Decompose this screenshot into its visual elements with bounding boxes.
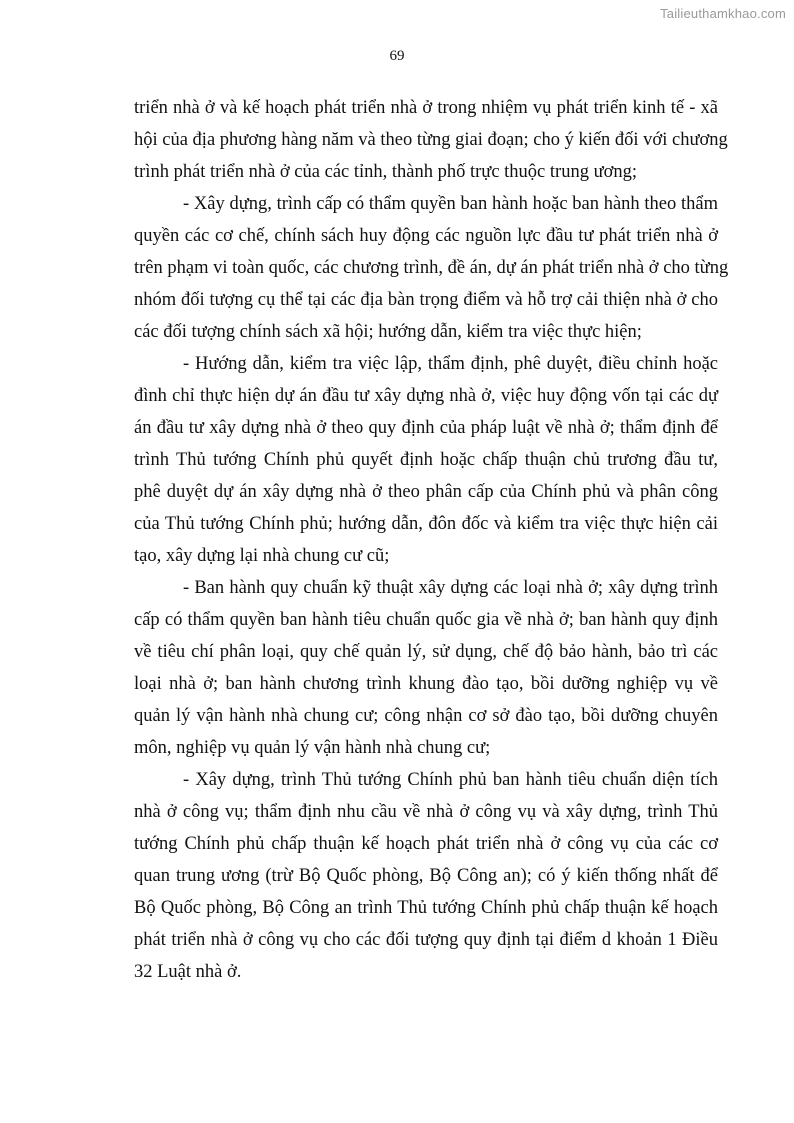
text-line: triển nhà ở và kế hoạch phát triển nhà ở trong nhiệm vụ phát triển kinh tế - xã bbox=[134, 98, 718, 118]
text-line: tạo, xây dựng lại nhà chung cư cũ; bbox=[134, 546, 390, 566]
text-line: môn, nghiệp vụ quản lý vận hành nhà chung cư; bbox=[134, 738, 491, 758]
text-line: về tiêu chí phân loại, quy chế quản lý, sử dụng, chế độ bảo hành, bảo trì các bbox=[134, 642, 718, 662]
text-line: - Xây dựng, trình cấp có thẩm quyền ban hành hoặc ban hành theo thẩm bbox=[183, 194, 718, 214]
text-line: Bộ Quốc phòng, Bộ Công an trình Thủ tướng Chính phủ chấp thuận kế hoạch bbox=[134, 898, 718, 918]
text-line: trên phạm vi toàn quốc, các chương trình, đề án, dự án phát triển nhà ở cho từng bbox=[134, 258, 729, 278]
text-line: các đối tượng chính sách xã hội; hướng dẫn, kiểm tra việc thực hiện; bbox=[134, 322, 642, 342]
text-line: nhóm đối tượng cụ thể tại các địa bàn trọng điểm và hỗ trợ cải thiện nhà ở cho bbox=[134, 290, 718, 310]
text-line: trình Thủ tướng Chính phủ quyết định hoặc chấp thuận chủ trương đầu tư, bbox=[134, 450, 718, 470]
text-line: quản lý vận hành nhà chung cư; công nhận cơ sở đào tạo, bồi dưỡng chuyên bbox=[134, 706, 718, 726]
text-line: cấp có thẩm quyền ban hành tiêu chuẩn quốc gia về nhà ở; ban hành quy định bbox=[134, 610, 718, 630]
text-line: án đầu tư xây dựng nhà ở theo quy định của pháp luật về nhà ở; thẩm định để bbox=[134, 418, 718, 438]
text-line: - Ban hành quy chuẩn kỹ thuật xây dựng các loại nhà ở; xây dựng trình bbox=[183, 578, 718, 598]
text-line: - Hướng dẫn, kiểm tra việc lập, thẩm định, phê duyệt, điều chỉnh hoặc bbox=[183, 354, 718, 374]
text-line: loại nhà ở; ban hành chương trình khung đào tạo, bồi dưỡng nghiệp vụ về bbox=[134, 674, 718, 694]
text-line: quyền các cơ chế, chính sách huy động các nguồn lực đầu tư phát triển nhà ở bbox=[134, 226, 718, 246]
text-line: - Xây dựng, trình Thủ tướng Chính phủ ban hành tiêu chuẩn diện tích bbox=[183, 770, 718, 790]
text-line: hội của địa phương hàng năm và theo từng giai đoạn; cho ý kiến đối với chương bbox=[134, 130, 728, 150]
text-line: 32 Luật nhà ở. bbox=[134, 962, 242, 982]
text-line: trình phát triển nhà ở của các tỉnh, thành phố trực thuộc trung ương; bbox=[134, 162, 638, 182]
text-line: nhà ở công vụ; thẩm định nhu cầu về nhà ở công vụ và xây dựng, trình Thủ bbox=[134, 802, 718, 822]
text-line: phê duyệt dự án xây dựng nhà ở theo phân cấp của Chính phủ và phân công bbox=[134, 482, 718, 502]
text-line: đình chỉ thực hiện dự án đầu tư xây dựng nhà ở, việc huy động vốn tại các dự bbox=[134, 386, 718, 406]
document-body bbox=[134, 92, 729, 988]
page-number: 69 bbox=[389, 48, 405, 64]
text-line: tướng Chính phủ chấp thuận kế hoạch phát triển nhà ở công vụ của các cơ bbox=[134, 834, 718, 854]
text-line: phát triển nhà ở công vụ cho các đối tượng quy định tại điểm d khoản 1 Điều bbox=[134, 930, 718, 950]
watermark-text: Tailieuthamkhao.com bbox=[660, 6, 786, 21]
text-line: quan trung ương (trừ Bộ Quốc phòng, Bộ Công an); có ý kiến thống nhất để bbox=[134, 866, 718, 886]
text-line: của Thủ tướng Chính phủ; hướng dẫn, đôn đốc và kiểm tra việc thực hiện cải bbox=[134, 514, 718, 534]
